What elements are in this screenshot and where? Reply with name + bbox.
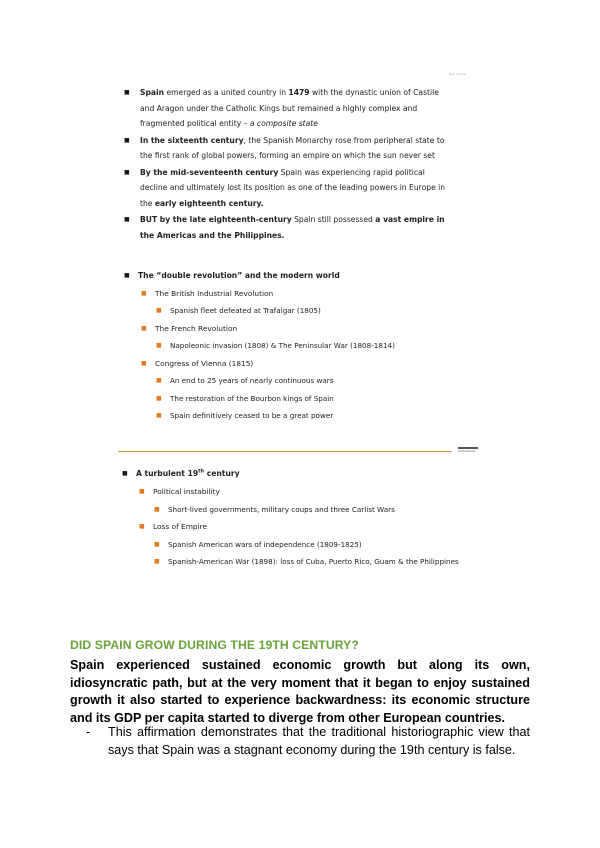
square-bullet-icon: ■ xyxy=(124,168,130,176)
text-segment: , the Spanish Monarchy rose from peripheral state to the first rank of global powers, forming an empire on which the sun never set xyxy=(140,135,445,160)
slide1-bullet-item xyxy=(124,212,454,243)
slide1-bullet-item xyxy=(124,165,454,212)
empire-sub-item: ■ Spanish American wars of independence (1809-1825) xyxy=(122,536,462,554)
square-bullet-icon: ■ xyxy=(122,470,128,477)
slide-composite-state xyxy=(124,85,454,244)
napoleonic-item: ■ Napoleonic invasion (1808) & The Peninsular War (1808-1814) xyxy=(124,337,444,355)
square-bullet-icon: ■ xyxy=(124,89,130,96)
orange-square-bullet-icon: ■ xyxy=(139,488,145,495)
orange-square-bullet-icon: ■ xyxy=(154,558,160,565)
slide3-title: A turbulent 19th century xyxy=(136,468,240,478)
text-segment: emerged as a united country in xyxy=(164,88,289,97)
loss-of-empire-item: ■ Loss of Empire xyxy=(122,518,462,536)
empire-sub-item: ■ Spanish-American War (1898): loss of Cuba, Puerto Rico, Guam & the Philippines xyxy=(122,553,468,570)
vienna-sub-item: ■ The restoration of the Bourbon kings of Spain xyxy=(124,390,444,408)
slide2-title-item xyxy=(124,267,444,285)
vienna-sub-item: ■ Spain definitively ceased to be a great power xyxy=(124,407,444,425)
list-item-text: This affirmation demonstrates that the traditional historiographic view that says that Spain was a stagnant economy during the 19th century is false. xyxy=(108,725,530,757)
orange-square-bullet-icon: ■ xyxy=(156,394,162,402)
text-segment: with the dynastic union of Castile and Aragon under the Catholic Kings but remained a highly complex and fragmented political entity – xyxy=(140,88,439,128)
slide-double-revolution xyxy=(124,267,444,425)
british-revolution-item: ■ The British Industrial Revolution xyxy=(124,285,444,303)
orange-square-bullet-icon: ■ xyxy=(139,523,145,530)
text-segment: Spain still possessed xyxy=(291,215,376,224)
orange-square-bullet-icon: ■ xyxy=(141,289,147,297)
square-bullet-icon: ■ xyxy=(124,136,130,144)
slide-divider xyxy=(118,451,452,452)
slide1-bullet-item xyxy=(124,133,454,164)
text-segment: Spain xyxy=(140,88,165,97)
text-segment: 1479 xyxy=(288,88,310,97)
dash-list-item xyxy=(88,724,530,759)
congress-vienna-item: ■ Congress of Vienna (1815) xyxy=(124,355,444,373)
text-segment: early eighteenth century. xyxy=(154,198,264,208)
slide1-item-text xyxy=(140,133,454,164)
slide1-item-text xyxy=(140,85,454,132)
orange-square-bullet-icon: ■ xyxy=(156,342,162,349)
slide1-item-text xyxy=(140,165,454,212)
square-bullet-icon: ■ xyxy=(124,216,130,223)
university-logo xyxy=(458,447,478,455)
dash-bullet: - xyxy=(86,725,91,739)
text-segment: By the mid-seventeenth century xyxy=(140,167,279,177)
page-number-mark: ALL 12/10 xyxy=(449,72,466,76)
text-segment: a composite state xyxy=(249,119,318,128)
orange-square-bullet-icon: ■ xyxy=(154,540,160,548)
square-bullet-icon: ■ xyxy=(124,272,130,279)
orange-square-bullet-icon: ■ xyxy=(156,307,162,314)
slide2-title: The “double revolution” and the modern world xyxy=(138,271,340,280)
instability-sub-item: ■ Short-lived governments, military coups and three Carlist Wars xyxy=(122,501,462,519)
orange-square-bullet-icon: ■ xyxy=(141,324,147,332)
french-revolution-item: ■ The French Revolution xyxy=(124,320,444,338)
text-segment: BUT by the late eighteenth-century xyxy=(140,215,292,224)
slide3-title-item xyxy=(122,464,462,483)
political-instability-item: ■ Political instability xyxy=(122,483,462,501)
slide1-bullet-item xyxy=(124,85,454,132)
orange-square-bullet-icon: ■ xyxy=(141,359,147,367)
text-segment: In the sixteenth century xyxy=(140,135,244,145)
section-heading: DID SPAIN GROW DURING THE 19TH CENTURY? xyxy=(70,638,359,652)
logo-text: UC3M Madrid xyxy=(458,450,476,453)
text-segment: Spain was experiencing rapid political decline and ultimately lost its position as one of the leading powers in Europe in the xyxy=(140,167,446,208)
trafalgar-item: ■ Spanish fleet defeated at Trafalgar (1805) xyxy=(124,302,444,320)
orange-square-bullet-icon: ■ xyxy=(156,412,162,419)
orange-square-bullet-icon: ■ xyxy=(154,505,160,513)
vienna-sub-item: ■ An end to 25 years of nearly continuous wars xyxy=(124,372,444,390)
summary-paragraph: Spain experienced sustained economic growth but along its own, idiosyncratic path, but at the very moment that it began to enjoy sustained growth it also started to experience backwardness: its economic structure and its GDP per capita started to diverge from other European countries. xyxy=(70,658,530,725)
logo-bar-icon xyxy=(458,447,478,449)
orange-square-bullet-icon: ■ xyxy=(156,377,162,384)
text-segment: a vast empire in the Americas and the Philippines. xyxy=(140,215,445,240)
slide1-item-text xyxy=(140,212,454,243)
slide-turbulent-century xyxy=(122,464,462,570)
